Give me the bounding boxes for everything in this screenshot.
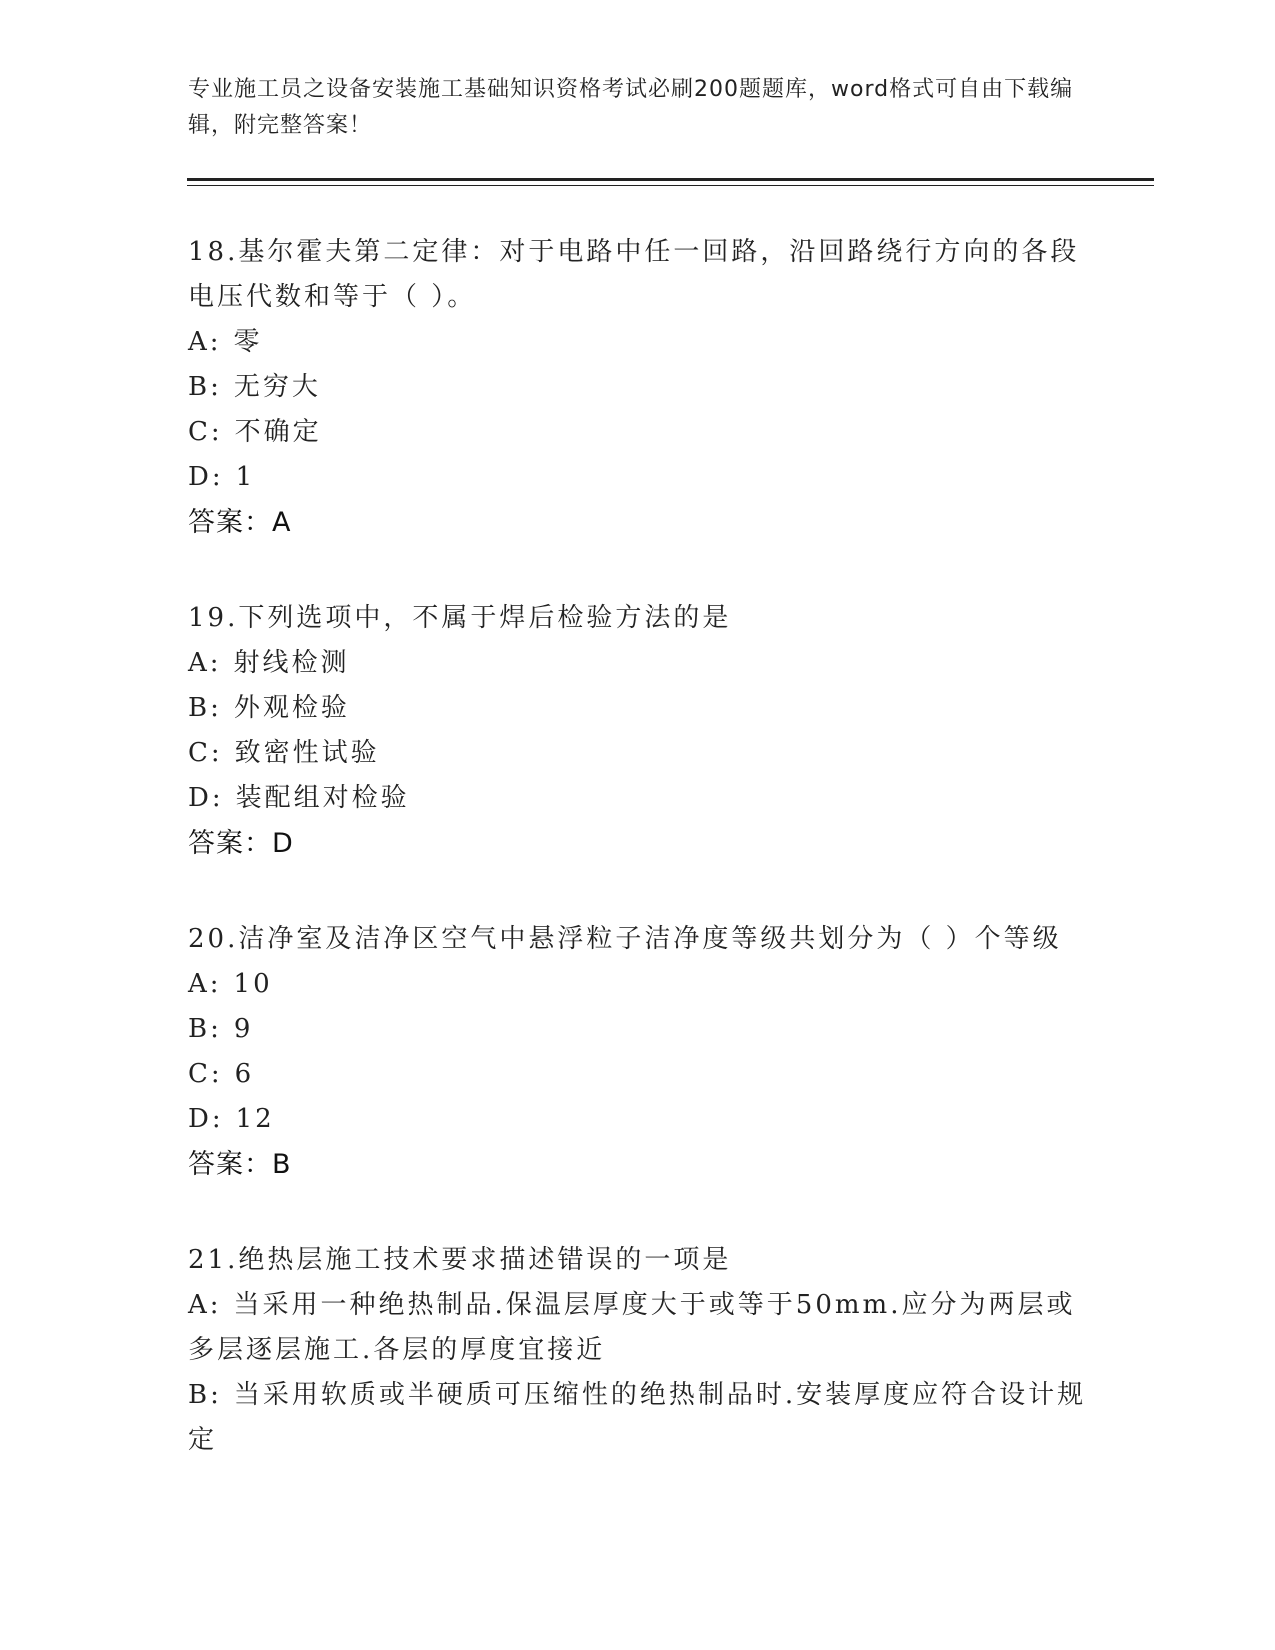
option-label: A: — [188, 969, 222, 999]
option-d — [188, 1097, 1088, 1142]
header-rule-thin — [187, 185, 1154, 186]
option-label: D: — [188, 1104, 224, 1134]
option-label: B: — [188, 693, 222, 723]
option-label: D: — [188, 462, 224, 492]
question-stem: 21.绝热层施工技术要求描述错误的一项是 — [188, 1245, 732, 1275]
option-label: A: — [188, 327, 222, 357]
question-19 — [188, 596, 1088, 867]
question-stem: 20.洁净室及洁净区空气中悬浮粒子洁净度等级共划分为（ ）个等级 — [188, 924, 1062, 954]
question-stem: 18.基尔霍夫第二定律：对于电路中任一回路，沿回路绕行方向的各段电压代数和等于（ ）。 — [188, 237, 1080, 312]
option-text: 6 — [234, 1059, 255, 1089]
option-text: 当采用一种绝热制品.保温层厚度大于或等于50mm.应分为两层或多层逐层施工.各层的厚度宜接近 — [188, 1290, 1076, 1365]
option-a — [188, 641, 1088, 686]
answer: 答案：D — [188, 828, 294, 859]
option-label: B: — [188, 1014, 222, 1044]
question-list — [188, 230, 1088, 1513]
question-18 — [188, 230, 1088, 546]
option-label: A: — [188, 648, 222, 678]
option-text: 9 — [233, 1014, 254, 1044]
option-text: 装配组对检验 — [235, 783, 410, 813]
option-c — [188, 731, 1088, 776]
option-d — [188, 776, 1088, 821]
answer: 答案：B — [188, 1149, 292, 1180]
option-text: 12 — [235, 1104, 275, 1134]
answer: 答案：A — [188, 507, 292, 538]
question-stem: 19.下列选项中，不属于焊后检验方法的是 — [188, 603, 732, 633]
option-text: 致密性试验 — [234, 738, 380, 768]
option-label: B: — [188, 372, 222, 402]
option-a — [188, 1283, 1088, 1373]
option-label: B: — [188, 1380, 222, 1410]
question-21 — [188, 1238, 1088, 1463]
option-a — [188, 320, 1088, 365]
document-header: 专业施工员之设备安装施工基础知识资格考试必刷200题题库，word格式可自由下载编辑，附完整答案！ — [188, 77, 1074, 138]
option-text: 10 — [233, 969, 273, 999]
option-text: 射线检测 — [233, 648, 350, 678]
option-text: 外观检验 — [233, 693, 350, 723]
question-20 — [188, 917, 1088, 1188]
option-label: C: — [188, 417, 223, 447]
option-b — [188, 365, 1088, 410]
option-label: D: — [188, 783, 224, 813]
option-text: 1 — [235, 462, 256, 492]
option-text: 零 — [233, 327, 263, 357]
option-label: C: — [188, 1059, 223, 1089]
option-b — [188, 686, 1088, 731]
option-text: 无穷大 — [233, 372, 321, 402]
option-text: 不确定 — [234, 417, 322, 447]
option-label: C: — [188, 738, 223, 768]
option-b — [188, 1007, 1088, 1052]
option-label: A: — [188, 1290, 222, 1320]
option-b — [188, 1373, 1088, 1463]
option-a — [188, 962, 1088, 1007]
option-d — [188, 455, 1088, 500]
option-text: 当采用软质或半硬质可压缩性的绝热制品时.安装厚度应符合设计规定 — [188, 1380, 1087, 1455]
option-c — [188, 1052, 1088, 1097]
header-rule-thick — [187, 178, 1154, 181]
option-c — [188, 410, 1088, 455]
